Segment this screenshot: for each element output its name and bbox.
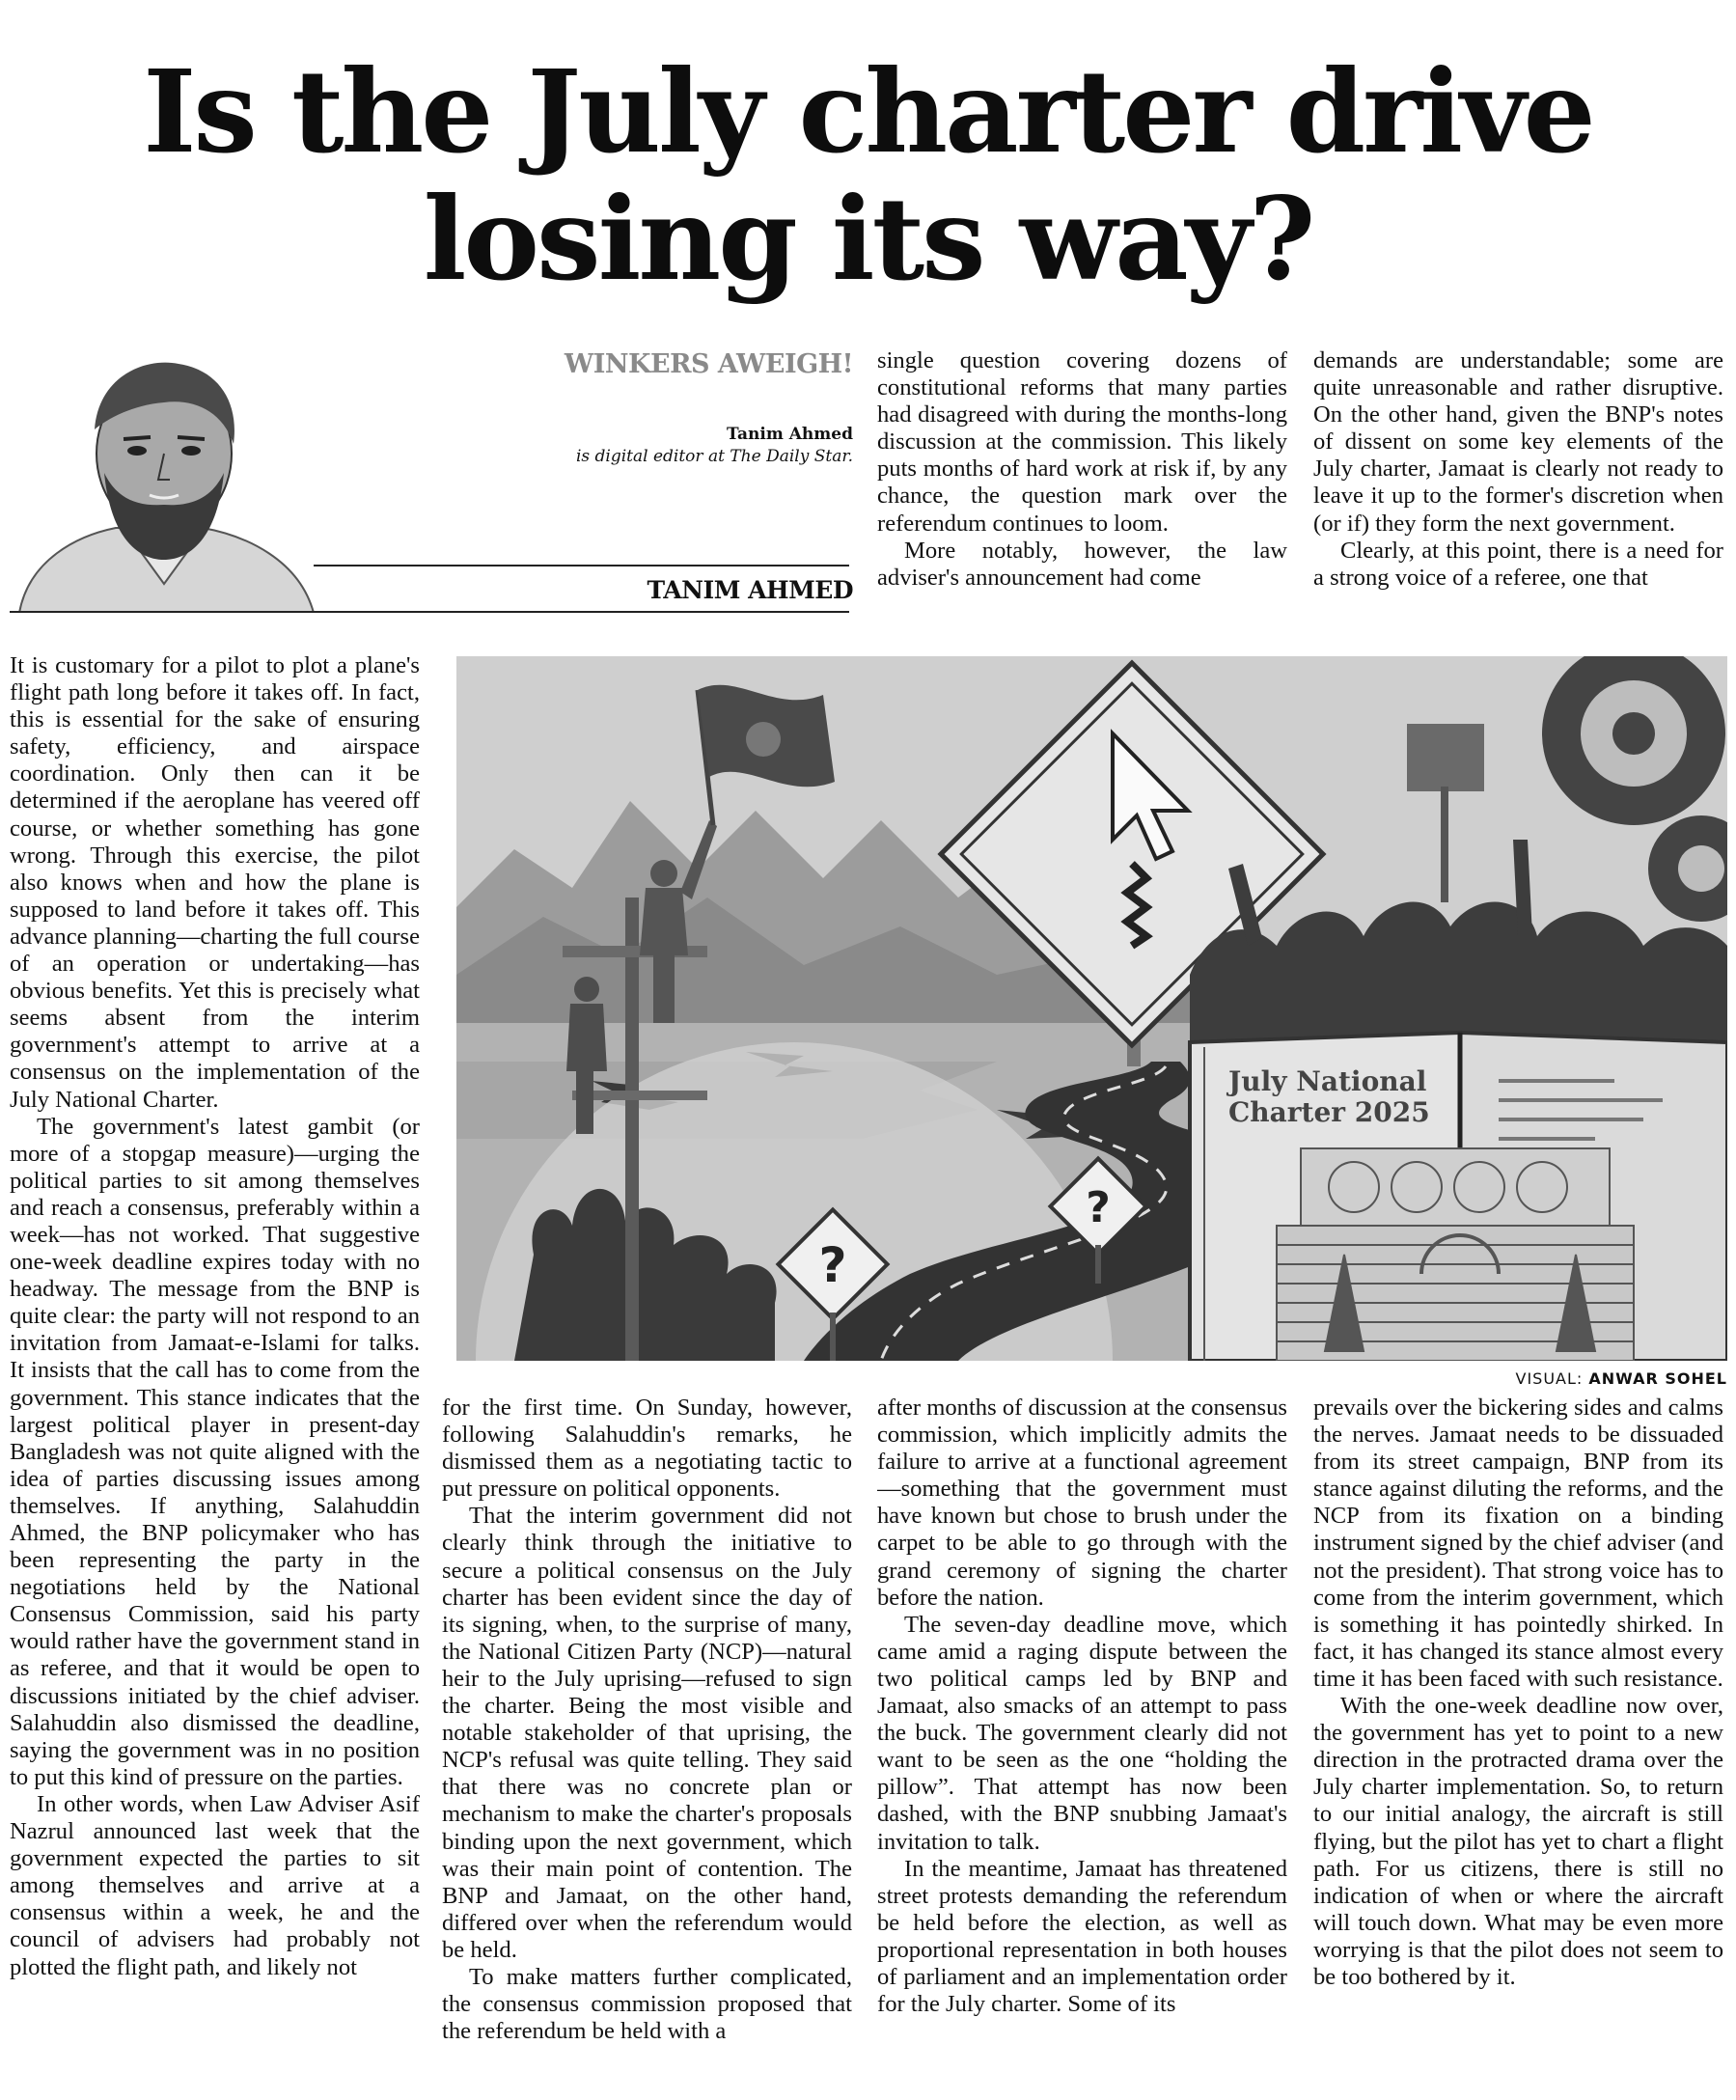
author-photo (10, 352, 318, 613)
paragraph: To make matters further complicated, the consensus commission proposed that the referendum be held with a (442, 1963, 852, 2045)
paragraph: With the one-week deadline now over, the government has yet to point to a new direction in the protracted drama over the July charter implementation. So, to return to our initial analogy, the aircraft is still flying, but the pilot has yet to chart a flight path. For us citizens, there is still no indication of when or where the aircraft will touch down. What may be even more worrying is that the pilot does not seem to be too bothered by it. (1313, 1693, 1723, 1990)
article-column-3-bottom (877, 1395, 1287, 2091)
paragraph: single question covering dozens of constitutional reforms that many parties had disagreed with during the months-long discussion at the commission. This likely puts months of hard work at risk if, by any chance, the question mark over the referendum continues to loom. (877, 347, 1287, 537)
article-column-2 (442, 1395, 852, 2091)
paragraph: That the interim government did not clearly think through the initiative to secure a political consensus on the July charter has been evident since the day of its signing, when, to the surprise of many, the National Citizen Party (NCP)—natural heir to the July uprising—refused to sign the charter. Being the most visible and notable stakeholder of that uprising, the NCP's refusal was quite telling. They said that there was no concrete plan or mechanism to make the charter's proposals binding upon the next government, which was their main point of contention. The BNP and Jamaat, on the other hand, differed over when the referendum would be held. (442, 1503, 852, 1963)
paragraph: The seven-day deadline move, which came amid a raging dispute between the two political camps led by BNP and Jamaat, also smacks of an attempt to pass the buck. The government clearly did not want to be seen as the one “holding the pillow”. That attempt has now been dashed, with the BNP snubbing Jamaat's invitation to talk. (877, 1611, 1287, 1855)
paragraph: after months of discussion at the consensus commission, which implicitly admits the failure to arrive at a functional agreement—something that the government must have known but chose to brush under the carpet to be able to go through with the grand ceremony of signing the charter before the nation. (877, 1395, 1287, 1611)
book-title-line-1: July National (1228, 1065, 1427, 1097)
paragraph: Clearly, at this point, there is a need for a strong voice of a referee, one that (1313, 537, 1723, 591)
utility-pole (625, 898, 639, 1361)
paragraph: demands are understandable; some are quite unreasonable and rather disruptive. On the other hand, given the BNP's notes of dissent on some key elements of the July charter, Jamaat is clearly not ready to leave it up to the former's discretion when (or if) they form the next government. (1313, 347, 1723, 537)
paragraph: The government's latest gambit (or more of a stopgap measure)—urging the political parties to sit among themselves and reach a consensus, preferably within a week—has not worked. That suggestive one-week deadline expires today with no headway. The message from the BNP is quite clear: the party will not respond to an invitation from Jamaat-e-Islami for talks. It insists that the call has to come from the government. This stance indicates that the largest political player in present-day Bangladesh was not quite aligned with the idea of parties discussing issues among themselves. If anything, Salahuddin Ahmed, the BNP policymaker who has been representing the party in the negotiations held by the National Consensus Commission, said his party would rather have the government stand in as referee, and that it would be open to discussions initiated by the chief adviser. Salahuddin also dismissed the deadline, saying the government was in no position to put this kind of pressure on the parties. (10, 1113, 420, 1790)
question-mark: ? (1086, 1183, 1111, 1232)
illustration (456, 656, 1727, 1361)
column-name: WINKERS AWEIGH! (564, 349, 853, 379)
paragraph: It is customary for a pilot to plot a plane's flight path long before it takes off. In fact, this is essential for the sake of ensuring safety, efficiency, and airspace coordination. Only then can it be determined if the aeroplane has veered off course, or whether something has gone wrong. Through this exercise, the pilot also knows when and how the plane is supposed to land before it takes off. This advance planning—charting the full course of an operation or undertaking—has obvious benefits. Yet this is precisely what seems absent from the interim government's attempt to arrive at a consensus on the implementation of the July National Charter. (10, 652, 420, 1113)
author-bio: is digital editor at The Daily Star. (575, 447, 853, 466)
charter-book (1190, 1033, 1727, 1361)
article-column-4-top (1313, 347, 1723, 622)
paragraph: More notably, however, the law adviser's announcement had come (877, 537, 1287, 591)
book-title-line-2: Charter 2025 (1228, 1096, 1430, 1128)
paragraph: for the first time. On Sunday, however, following Salahuddin's remarks, he dismissed them as a negotiating tactic to put pressure on political opponents. (442, 1395, 852, 1503)
header-rule-bottom (10, 611, 849, 613)
question-mark: ? (818, 1237, 847, 1293)
author-name: Tanim Ahmed (726, 425, 853, 444)
illustration-credit (1516, 1369, 1728, 1388)
article-column-3-top (877, 347, 1287, 622)
parliament-building (1277, 1148, 1634, 1361)
headline-line-1: Is the July charter drive (143, 44, 1593, 179)
credit-name: ANWAR SOHEL (1588, 1369, 1727, 1388)
article-column-1 (10, 652, 420, 2090)
header-rule-top (314, 565, 849, 566)
paragraph: In the meantime, Jamaat has threatened street protests demanding the referendum be held before the election, as well as proportional representation in both houses of parliament and an implementation order for the July charter. Some of its (877, 1855, 1287, 2018)
byline: TANIM AHMED (647, 576, 853, 604)
credit-label: VISUAL: (1515, 1369, 1584, 1388)
paragraph: In other words, when Law Adviser Asif Nazrul announced last week that the government expected the parties to sit among themselves and arrive at a consensus within a week, he and the council of advisers had probably not plotted the flight path, and likely not (10, 1790, 420, 1980)
headline-line-2: losing its way? (423, 172, 1313, 306)
headline (0, 44, 1736, 306)
paragraph: prevails over the bickering sides and calms the nerves. Jamaat needs to be dissuaded from its street campaign, BNP from its stance against diluting the reforms, and the NCP from its fixation on a binding instrument signed by the chief adviser (and not the president). That strong voice has to come from the interim government, which is something it has pointedly shirked. In fact, it has changed its stance almost every time it has been faced with such resistance. (1313, 1395, 1723, 1692)
article-column-4-bottom (1313, 1395, 1723, 2091)
